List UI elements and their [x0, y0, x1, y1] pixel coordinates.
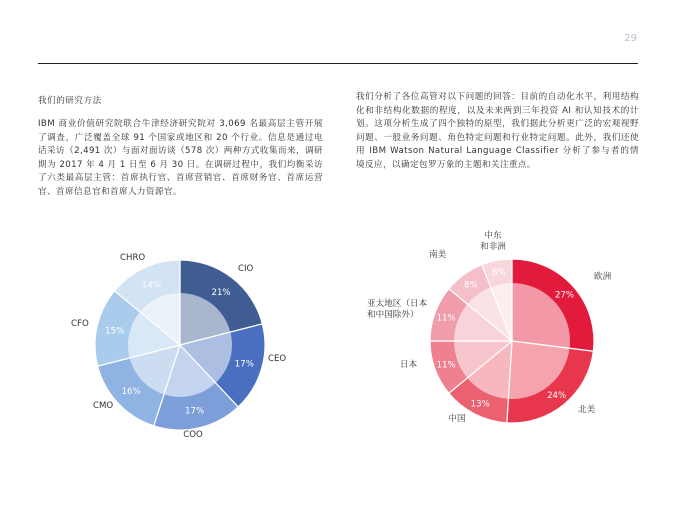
- section-heading: 我们的研究方法: [38, 96, 102, 106]
- slice-value-label: 24%: [547, 390, 567, 401]
- slice-value-label: 27%: [554, 290, 575, 301]
- slice-value-label: 8%: [464, 280, 478, 291]
- category-label: CMO: [93, 401, 114, 411]
- category-label: CIO: [238, 264, 254, 274]
- category-label: COO: [183, 430, 203, 440]
- pie-inner-disc: [454, 283, 570, 399]
- slice-value-label: 21%: [211, 288, 231, 299]
- category-label: CHRO: [120, 253, 146, 263]
- slice-value-label: 17%: [185, 406, 205, 417]
- pie-chart-roles: [71, 253, 286, 440]
- category-label: 北美: [578, 405, 596, 415]
- slice-value-label: 13%: [470, 399, 490, 410]
- slice-value-label: 16%: [121, 386, 141, 397]
- category-label: 亚太地区（日本和中国除外）: [367, 299, 428, 320]
- category-label: 欧洲: [594, 272, 612, 282]
- slice-value-label: 11%: [436, 360, 456, 371]
- slice-value-label: 14%: [141, 280, 162, 291]
- slice-value-label: 15%: [105, 326, 125, 337]
- category-label: 日本: [400, 360, 418, 370]
- category-label: 中东和非洲: [480, 231, 506, 252]
- pie-inner-disc: [128, 293, 232, 397]
- category-label: CEO: [268, 354, 287, 364]
- analysis-paragraph: 我们分析了各位高管对以下问题的回答：目前的自动化水平，利用结构化和非结构化数据的程度，以及未来两到三年投资 AI 和认知技术的计划。这项分析生成了四个独特的原型，我们据此分析更广泛的宏观视野问题、一般业务问题、角色特定问题和行业特定问题。此外，我们还使用 IBM Watson Natural Language Classifier 分析了参与者的情境反应，以确定包罗万象的主题和关注重点。: [356, 92, 639, 170]
- slice-value-label: 17%: [234, 359, 254, 370]
- slice-value-label: 6%: [492, 268, 506, 279]
- category-label: 中国: [448, 414, 466, 424]
- pie-chart-regions: [367, 229, 612, 424]
- page-number: 29: [624, 33, 637, 44]
- methodology-paragraph: IBM 商业价值研究院联合牛津经济研究院对 3,069 名最高层主管开展了调查，广泛覆盖全球 91 个国家或地区和 20 个行业。信息是通过电话采访（2,491 次）与面对面访谈（578 次）两种方式收集而来，调研期为 2017 年 4 月 1 日至 6 月 30 日。在调研过程中，我们均衡采访了六类最高层主管：首席执行官、首席营销官、首席财务官、首席运营官、首席信息官和首席人力资源官。: [38, 119, 323, 197]
- category-label: CFO: [71, 319, 89, 329]
- slice-value-label: 11%: [436, 313, 456, 324]
- category-label: 南美: [429, 250, 447, 260]
